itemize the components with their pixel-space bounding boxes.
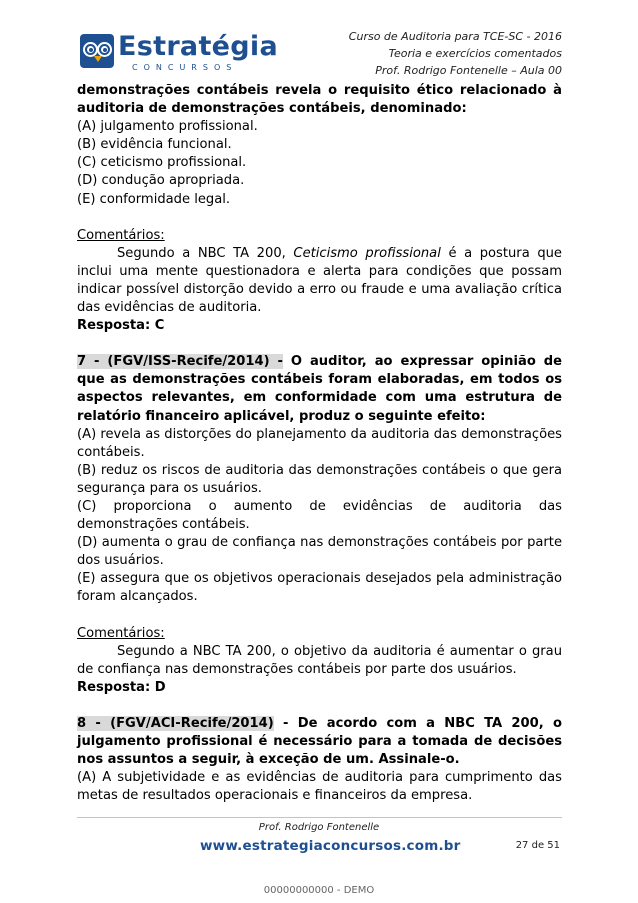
- q6-answer: Resposta: C: [77, 318, 165, 334]
- owl-icon: [80, 34, 114, 68]
- author-lesson: Prof. Rodrigo Fontenelle – Aula 00: [375, 64, 562, 77]
- q8-stem: 8 - (FGV/ACI-Recife/2014) - De acordo com a NBC TA 200, o julgamento profissional é necessário para a tomada de decisões nos assuntos a seguir, à exceção de um. Assinale-o.: [77, 715, 562, 768]
- page-number: 27 de 51: [515, 840, 560, 851]
- q7-label: 7 - (FGV/ISS-Recife/2014) -: [77, 354, 283, 370]
- q7-option-d: (D) aumenta o grau de confiança nas demonstrações contábeis por parte dos usuários.: [77, 535, 562, 569]
- q6-comment: Segundo a NBC TA 200, Ceticismo profissional é a postura que inclui uma mente questionadora e alerta para condições que possam indicar possível distorção devido a erro ou fraude e uma avaliação crítica das evidências de auditoria.: [77, 245, 562, 316]
- footer-site-link[interactable]: www.estrategiaconcursos.com.br: [200, 838, 461, 854]
- course-subtitle: Teoria e exercícios comentados: [388, 47, 562, 60]
- footer-divider: [77, 817, 562, 818]
- q6-option-d: (D) condução apropriada.: [77, 173, 245, 189]
- q6-stem-line2: auditoria de demonstrações contábeis, denominado:: [77, 101, 467, 117]
- q6-option-b: (B) evidência funcional.: [77, 137, 232, 153]
- q6-comments-label: Comentários:: [77, 227, 165, 243]
- q7-stem: 7 - (FGV/ISS-Recife/2014) - O auditor, ao expressar opinião de que as demonstrações contábeis foram elaboradas, em todos os aspectos relevantes, em conformidade com uma estrutura de relatório financeiro aplicável, produz o seguinte efeito:: [77, 354, 563, 424]
- q8-label: 8 - (FGV/ACI-Recife/2014): [77, 715, 274, 731]
- q7-option-e: (E) assegura que os objetivos operacionais desejados pela administração foram alcançados.: [77, 571, 562, 605]
- q6-comment-term: Ceticismo profissional: [293, 245, 441, 261]
- page-content: [77, 82, 562, 805]
- q7-option-c: (C) proporciona o aumento de evidências de auditoria das demonstrações contábeis.: [77, 498, 562, 533]
- course-title: Curso de Auditoria para TCE-SC - 2016: [348, 30, 562, 43]
- q7-option-a: (A) revela as distorções do planejamento da auditoria das demonstrações contábeis.: [77, 426, 562, 460]
- q6-stem-line1: demonstrações contábeis revela o requisito ético relacionado à: [77, 83, 562, 98]
- logo-text: Estratégia: [118, 31, 278, 62]
- page-header: [0, 0, 638, 86]
- q7-option-b: (B) reduz os riscos de auditoria das demonstrações contábeis o que gera segurança para os usuários.: [77, 462, 562, 496]
- logo-subtext: CONCURSOS: [132, 63, 238, 72]
- demo-watermark: 00000000000 - DEMO: [263, 885, 375, 896]
- q8-option-a: (A) A subjetividade e as evidências de auditoria para cumprimento das metas de resultados operacionais e financeiros da empresa.: [77, 770, 562, 804]
- q6-option-e: (E) conformidade legal.: [77, 191, 231, 207]
- q7-comment: Segundo a NBC TA 200, o objetivo da auditoria é aumentar o grau de confiança nas demonstrações contábeis por parte dos usuários.: [77, 643, 562, 677]
- footer-author: Prof. Rodrigo Fontenelle: [258, 822, 380, 833]
- q7-answer: Resposta: D: [77, 679, 166, 695]
- q6-option-c: (C) ceticismo profissional.: [77, 155, 247, 171]
- header-info: [349, 28, 562, 79]
- estrategia-logo: [80, 31, 278, 80]
- q7-comments-label: Comentários:: [77, 625, 165, 641]
- q6-option-a: (A) julgamento profissional.: [77, 119, 258, 135]
